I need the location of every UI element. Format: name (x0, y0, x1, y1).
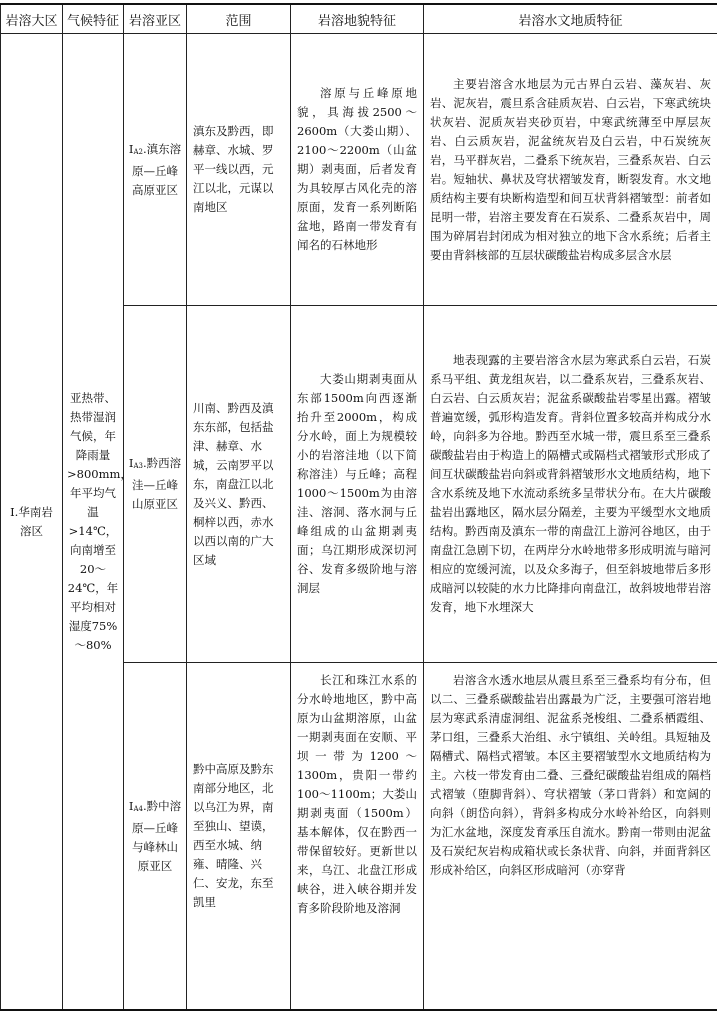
climate-text: 亚热带、热带湿润气候，年降雨量>800mm，年平均气温>14℃，向南增至20～24℃，年平均相对湿度75%～80% (67, 390, 132, 652)
karst-table (0, 3, 717, 1011)
extent-cell (187, 663, 291, 1010)
subregion-cell (124, 663, 187, 1010)
header-climate: 气候特征 (63, 4, 124, 34)
subregion-label: .滇东溶原—丘峰高原亚区 (132, 141, 182, 197)
landform-cell (291, 663, 424, 1010)
extent-cell (187, 34, 291, 306)
landform-text: 溶原与丘峰原地貌，具海拔2500～2600m（大娄山期）、2100～2200m（山盆期）剥夷面，后者发育为具较厚古风化壳的溶原面，发育一系列断陷盆地，路南一带发育有闻名的石林地形 (297, 86, 417, 253)
extent-text: 川南、黔西及滇东东部，包括盐津、赫章、水城，云南罗平以东，南盘江以北及兴义、黔西、桐梓以西，赤水以西以南的广大区域 (193, 400, 274, 567)
subregion-name (124, 140, 186, 200)
subregion-name (124, 797, 186, 876)
subregion-label: .黔中溶原—丘峰与峰林山原亚区 (132, 798, 182, 873)
hydro-cell (424, 663, 717, 1010)
landform-cell (291, 34, 424, 306)
region-name: Ⅰ.华南岩溶区 (10, 504, 53, 538)
subregion-prefix: Ⅰ (128, 141, 134, 156)
climate-cell (63, 34, 132, 1011)
header-region: 岩溶大区 (1, 4, 63, 34)
subregion-cell (124, 306, 187, 663)
subregion-subscript: A2 (133, 147, 143, 156)
subregion-cell (124, 34, 187, 306)
subregion-label: .黔西溶洼—丘峰山原亚区 (132, 456, 182, 512)
extent-text: 黔中高原及黔东南部分地区，北以乌江为界，南至独山、望谟，西至水城、纳雍、晴隆、兴仁、安龙，东至凯里 (193, 762, 274, 910)
region-cell (1, 34, 63, 1011)
extent-cell (187, 306, 291, 663)
header-landform: 岩溶地貌特征 (291, 4, 424, 34)
header-subregion: 岩溶亚区 (124, 4, 187, 34)
landform-cell (291, 306, 424, 663)
header-extent: 范围 (187, 4, 291, 34)
subregion-subscript: A4 (133, 804, 143, 813)
hydro-text: 主要岩溶含水地层为元古界白云岩、藻灰岩、灰岩、泥灰岩，震旦系含硅质灰岩、白云岩，下寒武统块状灰岩、泥质灰岩夹砂页岩，中寒武统薄至中厚层灰岩、白云质灰岩，泥盆统灰岩及白云岩，中石炭统灰岩，马平群灰岩，二叠系下统灰岩，三叠系灰岩、白云岩。短轴状、鼻状及穹状褶皱发育，断裂发育。水文地质结构主要有块断构造型和间互状背斜褶皱型：前者如昆明一带，岩溶主要发育在石炭系、二叠系灰岩中，周围为碎屑岩封闭成为相对独立的地下含水系统；后者主要由背斜核部的互层状碳酸盐岩构成多层含水层 (430, 76, 711, 262)
landform-text: 大娄山期剥夷面从东部1500m向西逐渐抬升至2000m，构成分水岭，面上为规模较小的岩溶洼地（以下简称溶洼）与丘峰；高程1000～1500m为由溶洼、溶洞、落水洞与丘峰组成的山盆期剥夷面；乌江期形成深切河谷、发育多级阶地与溶洞层 (297, 372, 417, 596)
header-hydro: 岩溶水文地质特征 (424, 4, 717, 34)
subregion-prefix: Ⅰ (128, 456, 134, 471)
subregion-subscript: A3 (133, 462, 143, 471)
hydro-cell (424, 34, 717, 306)
table-row (1, 34, 717, 306)
subregion-prefix: Ⅰ (128, 798, 134, 813)
hydro-text: 岩溶含水透水地层从震旦系至三叠系均有分布，但以二、三叠系碳酸盐岩出露最为广泛，主要强可溶岩地层为寒武系清虚洞组、泥盆系尧梭组、二叠系栖霞组、茅口组，三叠系大治组、永宁镇组、关岭组。具短轴及隔槽式、隔档式褶皱。本区主要褶皱型水文地质结构为主。六枝一带发育由二叠、三叠纪碳酸盐岩组成的隔档式褶皱（堕脚背斜）、穹状褶皱（茅口背斜）和宽阔的向斜（朗岱向斜），背斜多构成分水岭补给区，向斜则为汇水盆地，深度发育承压自流水。黔南一带则由泥盆及石炭纪灰岩构成箱状或长条状背、向斜，并面背斜区形成补给区，向斜区形成暗河（亦穿背 (430, 673, 711, 878)
table-header-row (1, 4, 717, 34)
subregion-name (124, 454, 186, 514)
landform-text: 长江和珠江水系的分水岭地地区，黔中高原为山盆期溶原，山盆一期剥夷面在安顺、平坝一带为1200～1300m，贵阳一带约100～1100m；大娄山期剥夷面（1500m）基本解体，仅在黔西一带保留较好。更新世以来，乌江、北盘江形成峡谷，进入峡谷期并发育多阶段阶地及溶洞 (297, 673, 417, 916)
hydro-cell (424, 306, 717, 663)
hydro-text: 地表现露的主要岩溶含水层为寒武系白云岩，石炭系马平组、黄龙组灰岩，以二叠系灰岩，三叠系灰岩、白云岩、白云质灰岩；泥盆系碳酸盐岩零星出露。褶皱普遍宽缓，弧形构造发育。背斜位置多较高并构成分水岭，向斜多为谷地。黔西至水城一带，震旦系至三叠系碳酸盐岩由于构造上的隔槽式或隔档式褶皱形式形成了间互状碳酸盐岩向斜或背斜褶皱形水文地质结构，地下含水系统及地下水流动系统多呈带状分布。在大片碳酸盐岩出露地区，隔水层分隔差，主要为平缓型水文地质结构。黔西南及滇东一带的南盘江上游河谷地区，由于南盘江急剧下切，在两岸分水岭地带多形成明流与暗河相应的宽缓河流，以及众多海子，但至斜坡地带后多形成暗河以较陡的水力比降排向南盘江，故斜坡地带岩溶发育，地下水埋深大 (430, 353, 711, 615)
extent-text: 滇东及黔西，即赫章、水城、罗平一线以西，元江以北，元谋以南地区 (193, 124, 274, 215)
